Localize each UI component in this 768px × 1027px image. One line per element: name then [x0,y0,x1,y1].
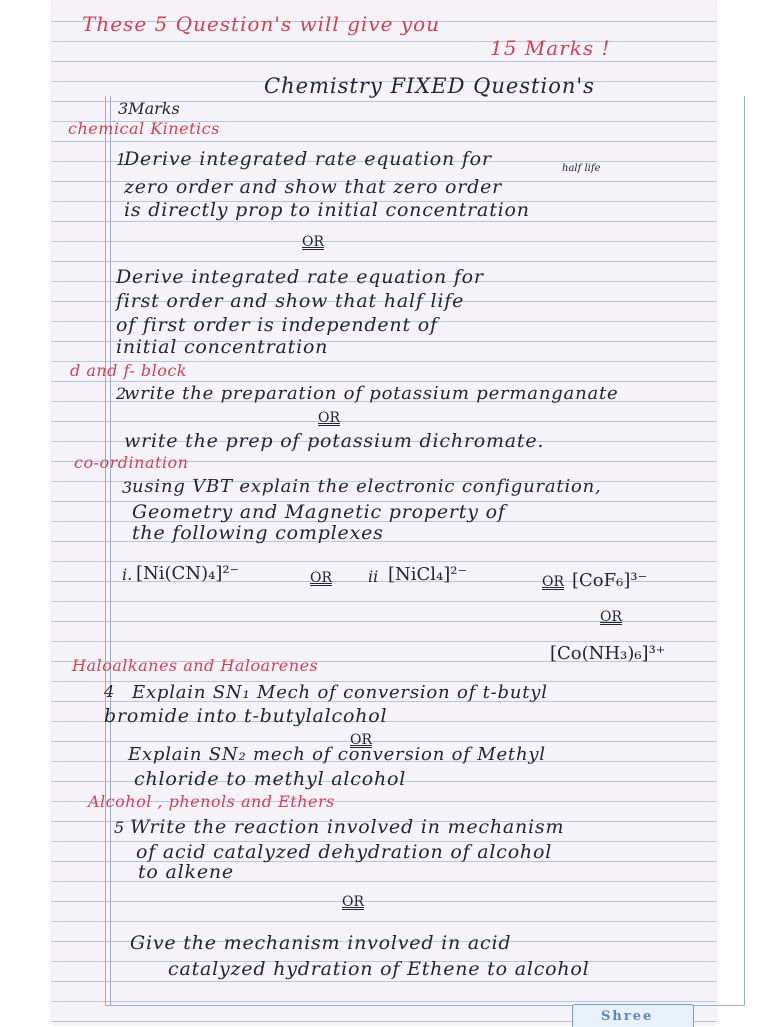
complex-formula: [NiCl₄]²⁻ [388,564,468,585]
question-number: 5 [114,818,125,837]
question-text: bromide into t-butylalcohol [104,705,388,727]
question-text: zero order and show that zero order [124,176,503,198]
complex-formula: [Co(NH₃)₆]³⁺ [550,643,666,664]
question-text: the following complexes [132,522,384,544]
marks-label: 3Marks [118,99,180,118]
question-text: is directly prop to initial concentration [124,199,530,221]
question-text: catalyzed hydration of Ethene to alcohol [168,958,590,980]
complex-label: i. [122,565,133,584]
section-heading-haloalkanes: Haloalkanes and Haloarenes [72,656,319,675]
question-number: 4 [104,682,115,701]
or-separator: OR [310,570,333,586]
question-text: Write the reaction involved in mechanism [130,816,565,838]
or-separator: OR [302,234,325,250]
section-heading-coordination: co-ordination [74,453,189,472]
complex-formula: [CoF₆]³⁻ [572,570,648,591]
question-text: Give the mechanism involved in acid [130,932,512,954]
question-number: 1 [116,150,127,169]
or-separator: OR [600,609,623,625]
question-text: of first order is independent of [116,314,438,336]
or-separator: OR [350,732,373,748]
question-text: to alkene [138,861,234,883]
question-text: using VBT explain the electronic configuration, [132,476,602,497]
page-title: Chemistry FIXED Question's [264,74,595,98]
question-text: Derive integrated rate equation for [116,266,484,288]
question-text: write the prep of potassium dichromate. [124,430,545,452]
intro-line: These 5 Question's will give you [82,12,441,36]
question-number: 2 [116,384,127,403]
notebook-page [52,0,716,1024]
question-text: Derive integrated rate equation for [124,148,492,170]
complex-formula: [Ni(CN)₄]²⁻ [136,563,240,584]
question-text: initial concentration [116,336,329,358]
margin-line [105,96,106,1006]
question-text: chloride to methyl alcohol [134,768,407,790]
section-heading-alcohol: Alcohol , phenols and Ethers [88,792,335,811]
brand-text: Shree [601,1009,654,1024]
question-text: first order and show that half life [116,290,465,312]
question-number: 3 [122,478,133,497]
question-text: of acid catalyzed dehydration of alcohol [136,841,553,863]
section-heading-dblock: d and f- block [70,361,187,380]
question-text: write the preparation of potassium permanganate [124,383,619,404]
question-text: Explain SN₂ mech of conversion of Methyl [128,744,546,765]
intro-marks: 15 Marks ! [490,36,611,60]
question-text: Explain SN₁ Mech of conversion of t-butyl [132,682,548,703]
section-heading-kinetics: chemical Kinetics [68,119,220,138]
margin-note: half life [562,163,601,174]
margin-line [110,96,111,1006]
or-separator: OR [342,894,365,910]
complex-label: ii [368,567,379,586]
question-text: Geometry and Magnetic property of [132,501,506,523]
or-separator: OR [318,410,341,426]
or-separator: OR [542,574,565,590]
margin-line [744,96,745,1006]
